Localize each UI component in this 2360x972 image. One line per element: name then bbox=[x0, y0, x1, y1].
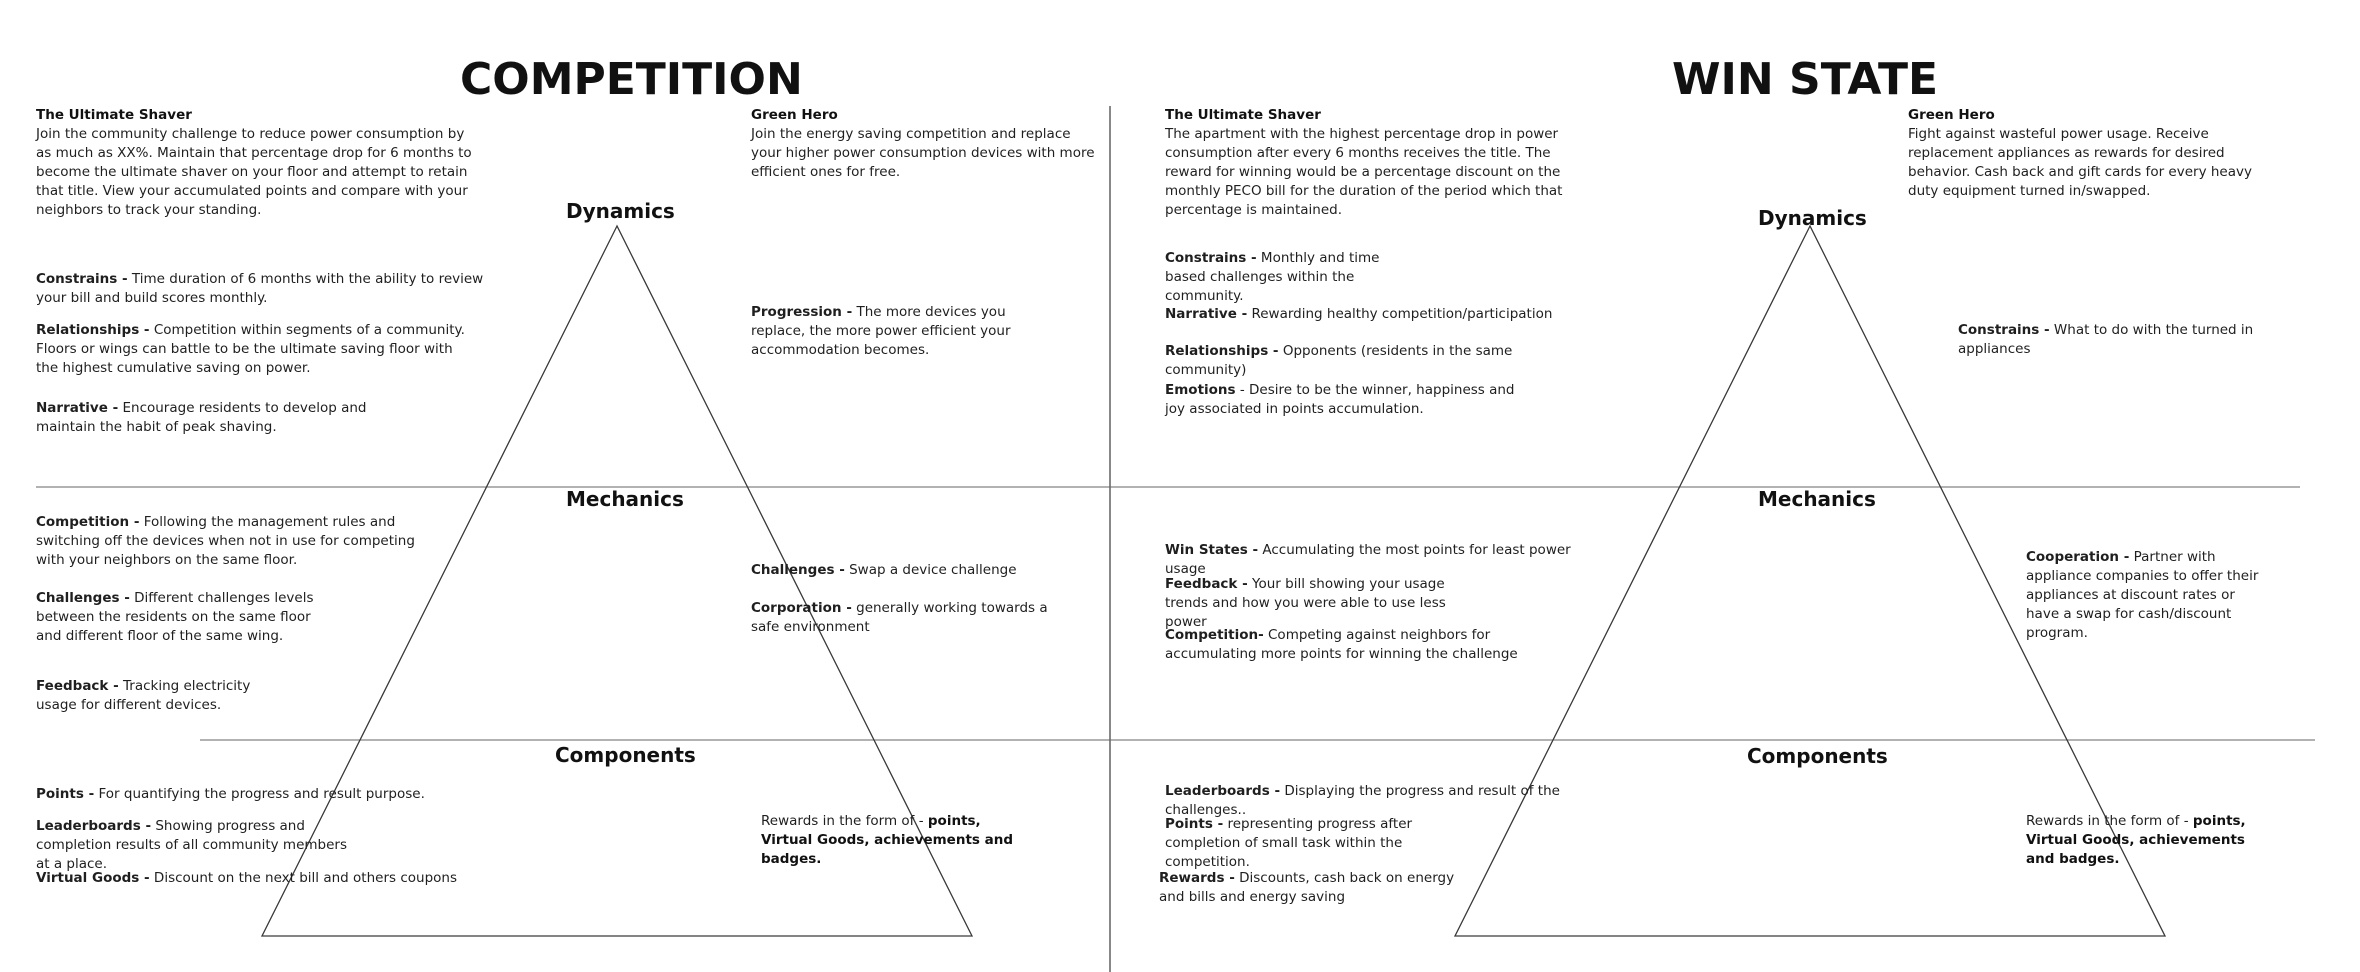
competition-mechanics-label: Mechanics bbox=[566, 487, 684, 511]
win-state-title: WIN STATE bbox=[1672, 54, 1939, 105]
win-state-mechanics-cooperation bbox=[2026, 548, 2266, 643]
competition-dynamics-label: Dynamics bbox=[566, 199, 675, 223]
item-text: - Desire to be the winner, happiness and joy associated in points accumulation. bbox=[1165, 382, 1515, 417]
item-text: Displaying the progress and result of the challenges.. bbox=[1165, 783, 1560, 818]
item-label: Leaderboards - bbox=[36, 818, 152, 834]
item-text: Opponents (residents in the same community) bbox=[1165, 343, 1513, 378]
item-text: representing progress after completion of small task within the competition. bbox=[1165, 816, 1413, 870]
competition-title: COMPETITION bbox=[460, 54, 803, 105]
item-text: Rewarding healthy competition/participation bbox=[1247, 306, 1553, 322]
item-text: Discounts, cash back on energy and bills and energy saving bbox=[1159, 870, 1455, 905]
item-label: Rewards - bbox=[1159, 870, 1235, 886]
item-text: Showing progress and completion results of all community members at a place. bbox=[36, 818, 347, 872]
competition-mechanics-challenges bbox=[36, 589, 326, 646]
competition-dynamics-progression bbox=[751, 303, 1061, 360]
item-text: Encourage residents to develop and maintain the habit of peak shaving. bbox=[36, 400, 367, 435]
item-label: Narrative - bbox=[36, 400, 119, 416]
item-label: Narrative - bbox=[1165, 306, 1248, 322]
win-state-dynamics-relationships bbox=[1165, 342, 1585, 380]
win-state-green-hero bbox=[1908, 106, 2273, 201]
win-state-mechanics-feedback bbox=[1165, 575, 1485, 632]
win-state-mechanics-label: Mechanics bbox=[1758, 487, 1876, 511]
item-label: Progression - bbox=[751, 304, 853, 320]
competition-mechanics-feedback bbox=[36, 677, 286, 715]
competition-components-leaderboards bbox=[36, 817, 356, 874]
competition-ultimate-shaver-title: The Ultimate Shaver bbox=[36, 107, 192, 123]
rewards-bold: points, Virtual Goods, achievements and badges. bbox=[761, 813, 1014, 867]
item-label: Constrains - bbox=[1958, 322, 2050, 338]
item-text: Partner with appliance companies to offer their appliances at discount rates or have a swap for cash/discount program. bbox=[2026, 549, 2259, 641]
competition-mechanics-competition bbox=[36, 513, 436, 570]
competition-components-rewards bbox=[761, 812, 1026, 869]
win-state-dynamics-emotions bbox=[1165, 381, 1515, 419]
win-state-dynamics-constrains bbox=[1165, 249, 1415, 306]
item-label: Challenges - bbox=[36, 590, 130, 606]
win-state-components-points bbox=[1165, 815, 1475, 872]
win-state-ultimate-shaver-text: The apartment with the highest percentage drop in power consumption after every 6 months receives the title. The reward for winning would be a percentage discount on the monthly PECO bill for the duration of the period which that percentage is maintained. bbox=[1165, 126, 1563, 218]
win-state-green-hero-title: Green Hero bbox=[1908, 107, 1995, 123]
item-text: Monthly and time based challenges within the community. bbox=[1165, 250, 1380, 304]
win-state-green-hero-text: Fight against wasteful power usage. Receive replacement appliances as rewards for desired behavior. Cash back and gift cards for every heavy duty equipment turned in/swapped. bbox=[1908, 126, 2252, 199]
competition-green-hero bbox=[751, 106, 1096, 182]
item-text: Time duration of 6 months with the ability to review your bill and build scores monthly. bbox=[36, 271, 484, 306]
competition-ultimate-shaver bbox=[36, 106, 476, 220]
item-label: Leaderboards - bbox=[1165, 783, 1281, 799]
item-text: Accumulating the most points for least power usage bbox=[1165, 542, 1571, 577]
competition-components-virtual-goods bbox=[36, 869, 476, 888]
win-state-components-label: Components bbox=[1747, 744, 1888, 768]
item-label: Competition- bbox=[1165, 627, 1264, 643]
competition-green-hero-title: Green Hero bbox=[751, 107, 838, 123]
item-label: Challenges - bbox=[751, 562, 845, 578]
rewards-text: Rewards in the form of - bbox=[761, 813, 928, 829]
win-state-mechanics-competition bbox=[1165, 626, 1555, 664]
competition-dynamics-constrains bbox=[36, 270, 496, 308]
item-label: Constrains - bbox=[36, 271, 128, 287]
item-label: Cooperation - bbox=[2026, 549, 2130, 565]
item-text: Tracking electricity usage for different devices. bbox=[36, 678, 251, 713]
item-text: For quantifying the progress and result purpose. bbox=[94, 786, 425, 802]
item-text: Competition within segments of a community. Floors or wings can battle to be the ultimate saving floor with the highest cumulative saving on power. bbox=[36, 322, 465, 376]
item-text: Following the management rules and switching off the devices when not in use for competing with your neighbors on the same floor. bbox=[36, 514, 415, 568]
item-label: Feedback - bbox=[36, 678, 119, 694]
win-state-components-rewards-right bbox=[2026, 812, 2266, 869]
item-label: Emotions bbox=[1165, 382, 1236, 398]
competition-dynamics-relationships bbox=[36, 321, 476, 378]
item-label: Points - bbox=[36, 786, 95, 802]
competition-mechanics-challenges-right bbox=[751, 561, 1071, 580]
item-text: Your bill showing your usage trends and how you were able to use less power bbox=[1165, 576, 1446, 630]
item-label: Corporation - bbox=[751, 600, 852, 616]
competition-dynamics-narrative bbox=[36, 399, 406, 437]
item-label: Virtual Goods - bbox=[36, 870, 150, 886]
competition-components-label: Components bbox=[555, 743, 696, 767]
item-label: Relationships - bbox=[1165, 343, 1279, 359]
item-text: Discount on the next bill and others coupons bbox=[149, 870, 457, 886]
win-state-dynamics-narrative bbox=[1165, 305, 1565, 324]
competition-green-hero-text: Join the energy saving competition and replace your higher power consumption devices with more efficient ones for free. bbox=[751, 126, 1095, 180]
win-state-ultimate-shaver bbox=[1165, 106, 1595, 220]
win-state-mechanics-win-states bbox=[1165, 541, 1595, 579]
item-label: Win States - bbox=[1165, 542, 1259, 558]
win-state-components-rewards bbox=[1159, 869, 1469, 907]
item-text: The more devices you replace, the more power efficient your accommodation becomes. bbox=[751, 304, 1011, 358]
rewards-bold: points, Virtual Goods, achievements and badges. bbox=[2026, 813, 2246, 867]
competition-mechanics-corporation bbox=[751, 599, 1071, 637]
competition-components-points bbox=[36, 785, 456, 804]
rewards-text: Rewards in the form of - bbox=[2026, 813, 2193, 829]
win-state-dynamics-constrains-right bbox=[1958, 321, 2258, 359]
item-label: Feedback - bbox=[1165, 576, 1248, 592]
item-label: Relationships - bbox=[36, 322, 150, 338]
competition-ultimate-shaver-text: Join the community challenge to reduce power consumption by as much as XX%. Maintain that percentage drop for 6 months to become the ultimate shaver on your floor and attempt to retain that title. View your accumulated points and compare with your neighbors to track your standing. bbox=[36, 126, 472, 218]
item-text: What to do with the turned in appliances bbox=[1958, 322, 2254, 357]
item-text: Swap a device challenge bbox=[844, 562, 1017, 578]
item-text: generally working towards a safe environment bbox=[751, 600, 1048, 635]
item-text: Different challenges levels between the residents on the same floor and different floor of the same wing. bbox=[36, 590, 314, 644]
item-label: Points - bbox=[1165, 816, 1224, 832]
item-text: Competing against neighbors for accumulating more points for winning the challenge bbox=[1165, 627, 1518, 662]
win-state-dynamics-label: Dynamics bbox=[1758, 206, 1867, 230]
item-label: Constrains - bbox=[1165, 250, 1257, 266]
item-label: Competition - bbox=[36, 514, 140, 530]
win-state-ultimate-shaver-title: The Ultimate Shaver bbox=[1165, 107, 1321, 123]
